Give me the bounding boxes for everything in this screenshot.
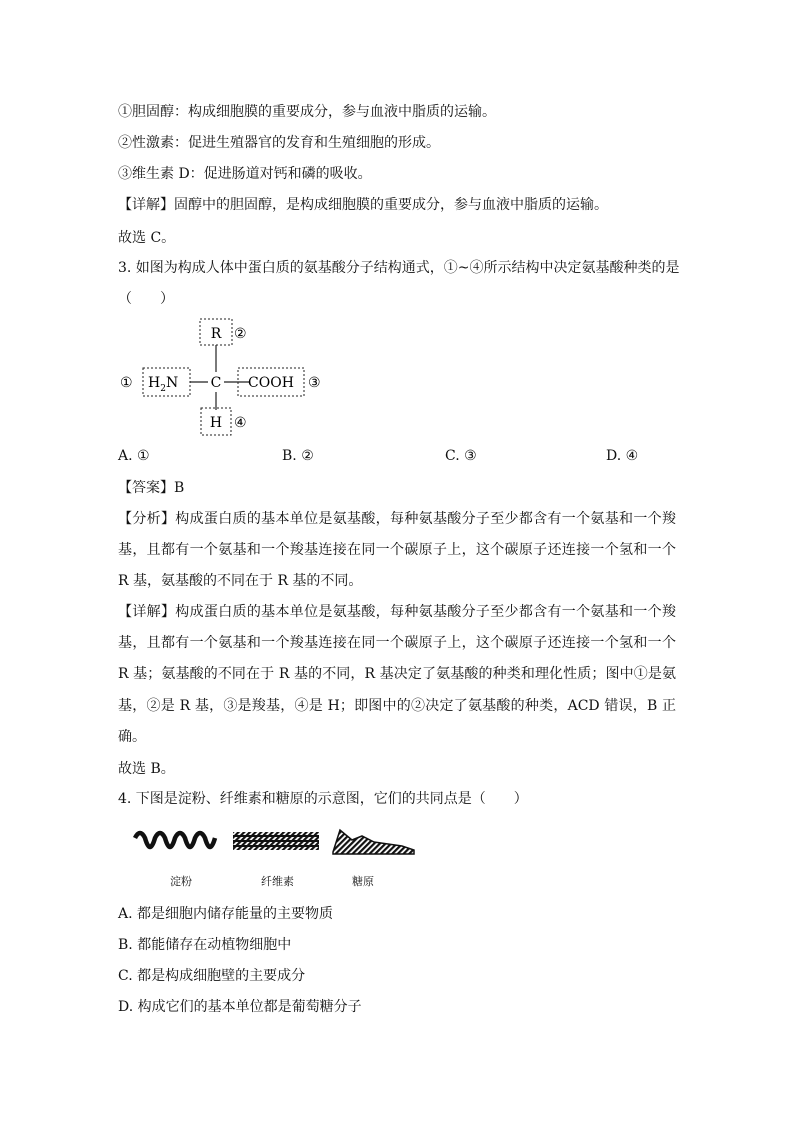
detail-line: 【详解】构成蛋白质的基本单位是氨基酸，每种氨基酸分子至少都含有一个氨基和一个羧 xyxy=(118,604,676,620)
option-c[interactable]: C. ③ xyxy=(445,448,477,464)
starch-icon xyxy=(135,833,215,847)
text-line: 【详解】固醇中的胆固醇，是构成细胞膜的重要成分，参与血液中脂质的运输。 xyxy=(118,197,608,213)
option-b[interactable]: B. ② xyxy=(282,448,314,464)
hydrogen-label: H xyxy=(209,415,223,431)
caption-glycogen: 糖原 xyxy=(352,875,374,888)
conclusion-line: 故选 B。 xyxy=(118,761,175,777)
option-d[interactable]: D. 构成它们的基本单位都是葡萄糖分子 xyxy=(118,999,362,1015)
detail-line: 基，②是 R 基，③是羧基，④是 H；即图中的②决定了氨基酸的种类，ACD 错误，B 正 xyxy=(118,698,676,714)
option-a[interactable]: A. 都是细胞内储存能量的主要物质 xyxy=(118,906,334,922)
option-c[interactable]: C. 都是构成细胞壁的主要成分 xyxy=(118,968,306,984)
option-d[interactable]: D. ④ xyxy=(606,448,639,464)
central-carbon: C xyxy=(210,375,222,391)
question-4-stem: 4. 下图是淀粉、纤维素和糖原的示意图，它们的共同点是（ ） xyxy=(118,791,528,807)
carboxyl-group-label: COOH xyxy=(248,375,294,391)
question-3-blank: （ ） xyxy=(118,291,174,307)
option-a[interactable]: A. ① xyxy=(118,448,150,464)
amino-acid-structure-diagram xyxy=(110,312,340,442)
question-3-stem: 3. 如图为构成人体中蛋白质的氨基酸分子结构通式，①~④所示结构中决定氨基酸种类的是 xyxy=(118,260,680,276)
marker-4: ④ xyxy=(234,415,247,431)
text-line: 故选 C。 xyxy=(118,230,176,246)
marker-3: ③ xyxy=(308,375,321,391)
r-group-label: R xyxy=(210,326,222,342)
amino-group-label: $H_2N$ xyxy=(148,375,179,394)
analysis-line: 【分析】构成蛋白质的基本单位是氨基酸，每种氨基酸分子至少都含有一个氨基和一个羧 xyxy=(118,511,676,527)
glycogen-icon xyxy=(333,830,414,854)
analysis-line: R 基，氨基酸的不同在于 R 基的不同。 xyxy=(118,573,363,589)
marker-2: ② xyxy=(234,326,247,342)
detail-line: R 基；氨基酸的不同在于 R 基的不同，R 基决定了氨基酸的种类和理化性质；图中①是氨 xyxy=(118,666,676,682)
answer-line: 【答案】B xyxy=(118,480,185,496)
text-line: ③维生素 D：促进肠道对钙和磷的吸收。 xyxy=(118,166,372,182)
text-line: ②性激素：促进生殖器官的发育和生殖细胞的形成。 xyxy=(118,135,440,151)
caption-cellulose: 纤维素 xyxy=(261,875,294,888)
detail-line: 基，且都有一个氨基和一个羧基连接在同一个碳原子上，这个碳原子还连接一个氢和一个 xyxy=(118,635,676,651)
polysaccharide-illustration xyxy=(130,826,420,862)
caption-starch: 淀粉 xyxy=(170,875,192,888)
detail-line: 确。 xyxy=(118,729,146,745)
marker-1: ① xyxy=(120,375,133,391)
analysis-line: 基，且都有一个氨基和一个羧基连接在同一个碳原子上，这个碳原子还连接一个氢和一个 xyxy=(118,542,676,558)
option-b[interactable]: B. 都能储存在动植物细胞中 xyxy=(118,937,292,953)
text-line: ①胆固醇：构成细胞膜的重要成分，参与血液中脂质的运输。 xyxy=(118,104,496,120)
cellulose-icon xyxy=(233,832,319,850)
